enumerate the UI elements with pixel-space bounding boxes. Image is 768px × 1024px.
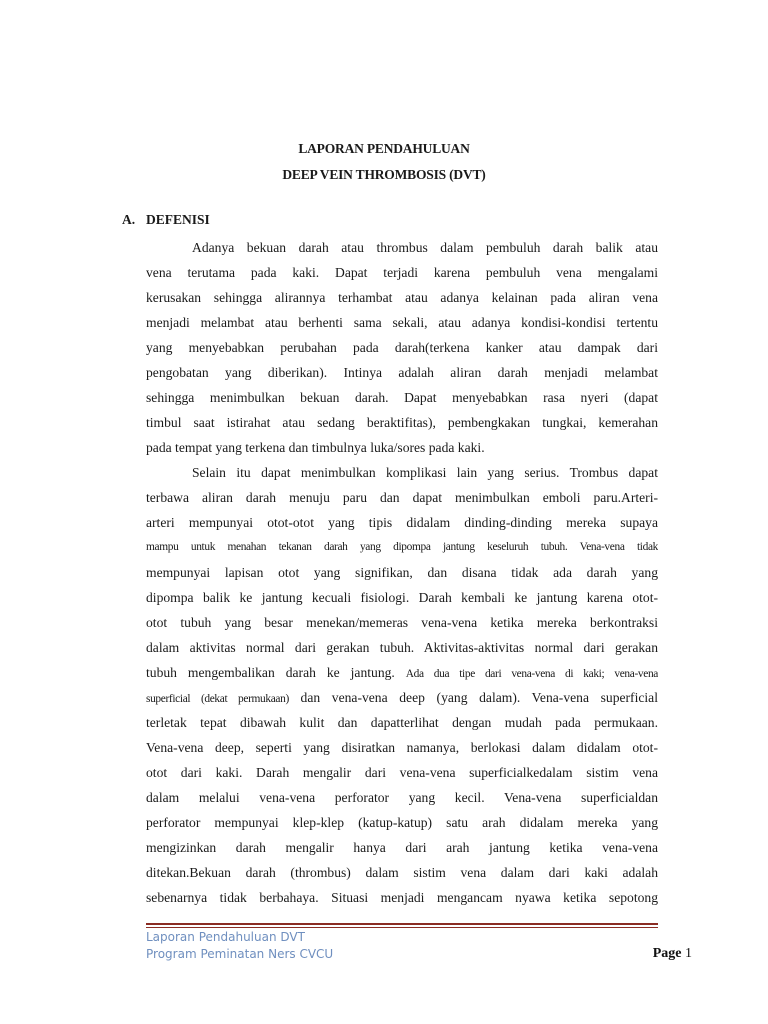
page-number xyxy=(653,946,692,962)
line-segment: tubuh mengembalikan darah ke jantung. xyxy=(146,665,406,680)
paragraph-1-line: vena terutama pada kaki. Dapat terjadi karena pembuluh vena mengalami xyxy=(146,265,658,280)
footer-divider xyxy=(146,923,658,925)
section-title: DEFENISI xyxy=(146,212,210,227)
section-letter: A. xyxy=(122,212,136,227)
paragraph-2-line: Selain itu dapat menimbulkan komplikasi lain yang serius. Trombus dapat xyxy=(192,465,658,480)
footer-line-2: Program Peminatan Ners CVCU xyxy=(146,947,334,961)
paragraph-1-line: Adanya bekuan darah atau thrombus dalam pembuluh darah balik atau xyxy=(192,240,658,255)
line-segment: dan vena-vena deep (yang dalam). Vena-vena superficial xyxy=(288,690,658,705)
paragraph-2-line: dipompa balik ke jantung kecuali fisiologi. Darah kembali ke jantung karena otot- xyxy=(146,590,658,605)
paragraph-1-line: kerusakan sehingga alirannya terhambat atau adanya kelainan pada aliran vena xyxy=(146,290,658,305)
page-number-value: 1 xyxy=(685,946,692,961)
paragraph-2-line: ditekan.Bekuan darah (thrombus) dalam sistim vena dalam dari kaki adalah xyxy=(146,865,658,880)
paragraph-2-line: dalam melalui vena-vena perforator yang kecil. Vena-vena superficialdan xyxy=(146,790,658,805)
section-heading xyxy=(122,210,210,230)
paragraph-2-line: terletak tepat dibawah kulit dan dapatterlihat dengan mudah pada permukaan. xyxy=(146,715,658,730)
page-label: Page xyxy=(652,946,682,961)
paragraph-2-line: terbawa aliran darah menuju paru dan dapat menimbulkan emboli paru.Arteri- xyxy=(146,490,658,505)
paragraph-2-line: perforator mempunyai klep-klep (katup-katup) satu arah didalam mereka yang xyxy=(146,815,658,830)
paragraph-2-line xyxy=(146,660,658,685)
paragraph-1-line: pada tempat yang terkena dan timbulnya luka/sores pada kaki. xyxy=(146,440,485,455)
line-segment: Ada dua tipe dari vena-vena di kaki; vena-vena xyxy=(405,668,658,680)
paragraph-1-line: timbul saat istirahat atau sedang beraktifitas), pembengkakan tungkai, kemerahan xyxy=(146,415,658,430)
paragraph-2-line: mempunyai lapisan otot yang signifikan, dan disana tidak ada darah yang xyxy=(146,565,658,580)
paragraph-2-line: Vena-vena deep, seperti yang disiratkan namanya, berlokasi dalam didalam otot- xyxy=(146,740,658,755)
footer-divider-thin xyxy=(146,927,658,928)
paragraph-2-line: arteri mempunyai otot-otot yang tipis didalam dinding-dinding mereka supaya xyxy=(146,515,658,530)
paragraph-2-line: otot dari kaki. Darah mengalir dari vena-vena superficialkedalam sistim vena xyxy=(146,765,658,780)
body-text xyxy=(146,235,658,910)
paragraph-2-line: mengizinkan darah mengalir hanya dari arah jantung ketika vena-vena xyxy=(146,840,658,855)
paragraph-1-line: sehingga menimbulkan bekuan darah. Dapat menyebabkan rasa nyeri (dapat xyxy=(146,390,658,405)
paragraph-2-line xyxy=(146,685,658,710)
title-block xyxy=(0,136,768,188)
paragraph-2-line: sebenarnya tidak berbahaya. Situasi menjadi mengancam nyawa ketika sepotong xyxy=(146,890,658,905)
paragraph-2-line: dalam aktivitas normal dari gerakan tubuh. Aktivitas-aktivitas normal dari gerakan xyxy=(146,640,658,655)
line-segment: superficial (dekat permukaan) xyxy=(146,693,289,705)
paragraph-2-line: mampu untuk menahan tekanan darah yang dipompa jantung keseluruh tubuh. Vena-vena tidak xyxy=(146,541,658,553)
paragraph-1-line: pengobatan yang diberikan). Intinya adalah aliran darah menjadi melambat xyxy=(146,365,658,380)
paragraph-2-line: otot tubuh yang besar menekan/memeras vena-vena ketika mereka berkontraksi xyxy=(146,615,658,630)
document-title: LAPORAN PENDAHULUAN xyxy=(298,141,470,156)
footer-text xyxy=(146,929,333,963)
paragraph-1-line: yang menyebabkan perubahan pada darah(terkena kanker atau dampak dari xyxy=(146,340,658,355)
footer-line-1: Laporan Pendahuluan DVT xyxy=(146,930,305,944)
document-subtitle: DEEP VEIN THROMBOSIS (DVT) xyxy=(282,167,486,182)
paragraph-1-line: menjadi melambat atau berhenti sama sekali, atau adanya kondisi-kondisi tertentu xyxy=(146,315,658,330)
